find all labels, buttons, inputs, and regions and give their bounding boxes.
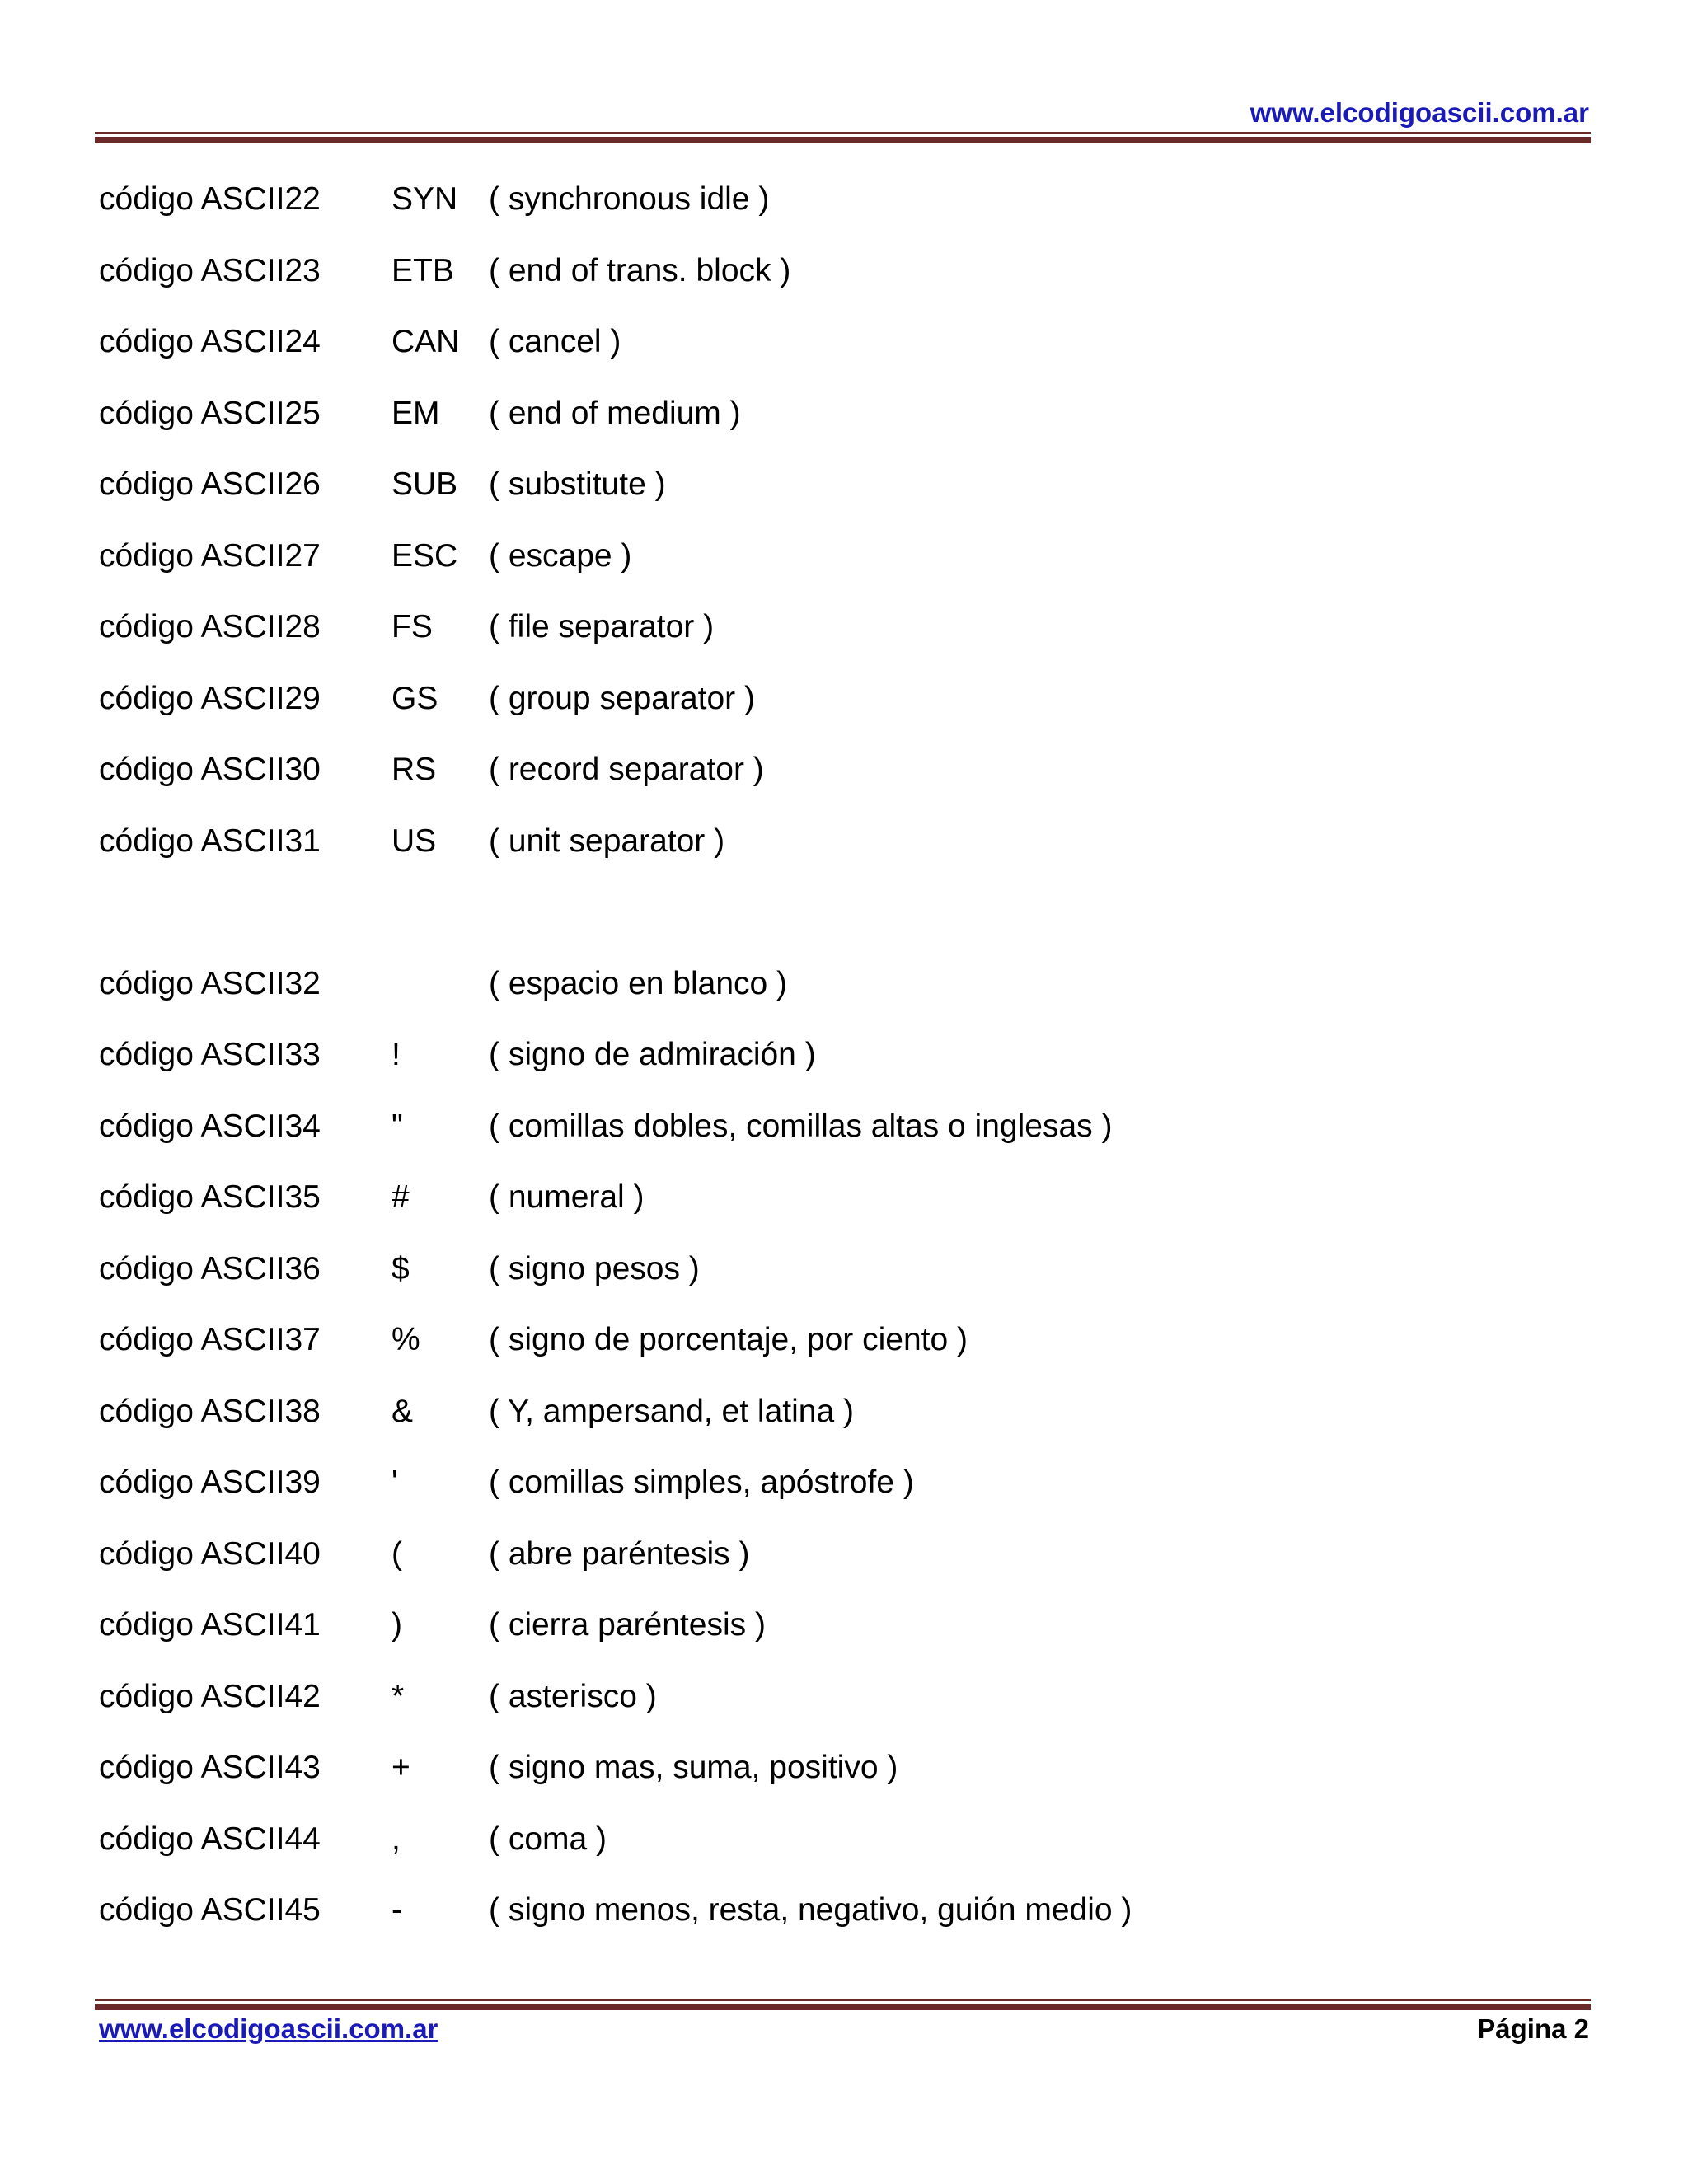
ascii-code-label: código ASCII38 xyxy=(99,1393,321,1429)
ascii-symbol: " xyxy=(392,1108,403,1144)
ascii-symbol: ) xyxy=(392,1607,402,1643)
ascii-symbol: $ xyxy=(392,1250,410,1286)
ascii-symbol: ! xyxy=(392,1037,401,1072)
ascii-code-label: código ASCII32 xyxy=(99,965,321,1001)
ascii-description: ( numeral ) xyxy=(489,1179,645,1215)
ascii-symbol: - xyxy=(392,1892,402,1928)
list-item xyxy=(99,246,1582,318)
ascii-description: ( cancel ) xyxy=(489,324,621,359)
ascii-symbol: ( xyxy=(392,1535,402,1572)
ascii-description: ( comillas dobles, comillas altas o inglesas ) xyxy=(489,1108,1113,1144)
ascii-description: ( substitute ) xyxy=(489,466,666,502)
ascii-description: ( signo de admiración ) xyxy=(489,1037,816,1072)
list-item xyxy=(99,1530,1582,1601)
list-item xyxy=(99,602,1582,674)
ascii-symbol: ' xyxy=(392,1465,398,1500)
list-item xyxy=(99,175,1582,246)
footer-site-link[interactable]: www.elcodigoascii.com.ar xyxy=(99,2013,438,2044)
ascii-code-list xyxy=(99,175,1582,1957)
list-item xyxy=(99,1743,1582,1815)
ascii-symbol: RS xyxy=(392,752,437,787)
ascii-code-label: código ASCII29 xyxy=(99,680,321,716)
ascii-symbol: , xyxy=(392,1821,401,1857)
ascii-code-label: código ASCII39 xyxy=(99,1465,321,1500)
ascii-description: ( escape ) xyxy=(489,537,632,574)
ascii-symbol: EM xyxy=(392,395,440,431)
ascii-code-label: código ASCII41 xyxy=(99,1607,321,1643)
list-item xyxy=(99,959,1582,1031)
list-item xyxy=(99,1244,1582,1316)
ascii-description: ( signo de porcentaje, por ciento ) xyxy=(489,1322,968,1357)
ascii-code-label: código ASCII43 xyxy=(99,1750,321,1785)
ascii-code-label: código ASCII28 xyxy=(99,609,321,644)
list-item xyxy=(99,460,1582,532)
ascii-description: ( coma ) xyxy=(489,1821,607,1857)
list-item xyxy=(99,1315,1582,1387)
ascii-symbol: SYN xyxy=(392,181,458,217)
ascii-symbol: FS xyxy=(392,609,433,644)
header-divider xyxy=(95,132,1591,143)
ascii-code-label: código ASCII24 xyxy=(99,324,321,359)
list-item xyxy=(99,674,1582,746)
ascii-description: ( Y, ampersand, et latina ) xyxy=(489,1393,854,1429)
ascii-symbol: * xyxy=(392,1678,405,1714)
list-item xyxy=(99,389,1582,461)
ascii-symbol: CAN xyxy=(392,324,460,359)
list-item xyxy=(99,1030,1582,1102)
ascii-symbol: + xyxy=(392,1750,410,1785)
ascii-symbol: US xyxy=(392,823,437,859)
footer-divider xyxy=(95,1999,1591,2010)
ascii-symbol: & xyxy=(392,1393,414,1429)
ascii-symbol: % xyxy=(392,1322,420,1357)
ascii-code-label: código ASCII45 xyxy=(99,1892,321,1928)
ascii-code-label: código ASCII37 xyxy=(99,1322,321,1357)
ascii-description: ( file separator ) xyxy=(489,609,715,644)
ascii-description: ( synchronous idle ) xyxy=(489,181,770,217)
ascii-symbol: ETB xyxy=(392,252,454,288)
ascii-symbol: ESC xyxy=(392,537,458,574)
ascii-description: ( end of medium ) xyxy=(489,395,741,431)
page-number: Página 2 xyxy=(1477,2013,1589,2044)
list-item xyxy=(99,1672,1582,1744)
group-spacer xyxy=(99,888,1582,959)
ascii-code-label: código ASCII35 xyxy=(99,1179,321,1215)
header-site-link[interactable]: www.elcodigoascii.com.ar xyxy=(1250,97,1589,128)
ascii-description: ( signo menos, resta, negativo, guión medio ) xyxy=(489,1892,1132,1928)
ascii-description: ( group separator ) xyxy=(489,680,755,716)
ascii-symbol: # xyxy=(392,1179,410,1215)
ascii-description: ( signo pesos ) xyxy=(489,1250,700,1286)
list-item xyxy=(99,1102,1582,1174)
list-item xyxy=(99,1886,1582,1957)
ascii-code-label: código ASCII33 xyxy=(99,1037,321,1072)
ascii-description: ( abre paréntesis ) xyxy=(489,1535,750,1572)
list-item xyxy=(99,745,1582,817)
ascii-description: ( record separator ) xyxy=(489,752,764,787)
ascii-description: ( asterisco ) xyxy=(489,1678,657,1714)
ascii-code-label: código ASCII26 xyxy=(99,466,321,502)
ascii-symbol: GS xyxy=(392,680,438,716)
ascii-code-label: código ASCII44 xyxy=(99,1821,321,1857)
ascii-symbol: SUB xyxy=(392,466,458,502)
list-item xyxy=(99,317,1582,389)
ascii-description: ( end of trans. block ) xyxy=(489,252,791,288)
ascii-code-label: código ASCII34 xyxy=(99,1108,321,1144)
ascii-description: ( cierra paréntesis ) xyxy=(489,1607,766,1643)
list-item xyxy=(99,1387,1582,1459)
ascii-code-label: código ASCII36 xyxy=(99,1250,321,1286)
list-item xyxy=(99,817,1582,888)
list-item xyxy=(99,532,1582,603)
ascii-code-label: código ASCII25 xyxy=(99,395,321,431)
ascii-description: ( unit separator ) xyxy=(489,823,725,859)
list-item xyxy=(99,1601,1582,1672)
list-item xyxy=(99,1458,1582,1530)
ascii-code-label: código ASCII23 xyxy=(99,252,321,288)
ascii-code-label: código ASCII40 xyxy=(99,1535,321,1572)
ascii-code-label: código ASCII27 xyxy=(99,537,321,574)
ascii-code-label: código ASCII42 xyxy=(99,1678,321,1714)
ascii-code-label: código ASCII30 xyxy=(99,752,321,787)
ascii-code-label: código ASCII31 xyxy=(99,823,321,859)
ascii-description: ( comillas simples, apóstrofe ) xyxy=(489,1465,914,1500)
ascii-description: ( espacio en blanco ) xyxy=(489,965,788,1001)
list-item xyxy=(99,1173,1582,1244)
ascii-code-label: código ASCII22 xyxy=(99,181,321,217)
ascii-description: ( signo mas, suma, positivo ) xyxy=(489,1750,898,1785)
list-item xyxy=(99,1815,1582,1886)
